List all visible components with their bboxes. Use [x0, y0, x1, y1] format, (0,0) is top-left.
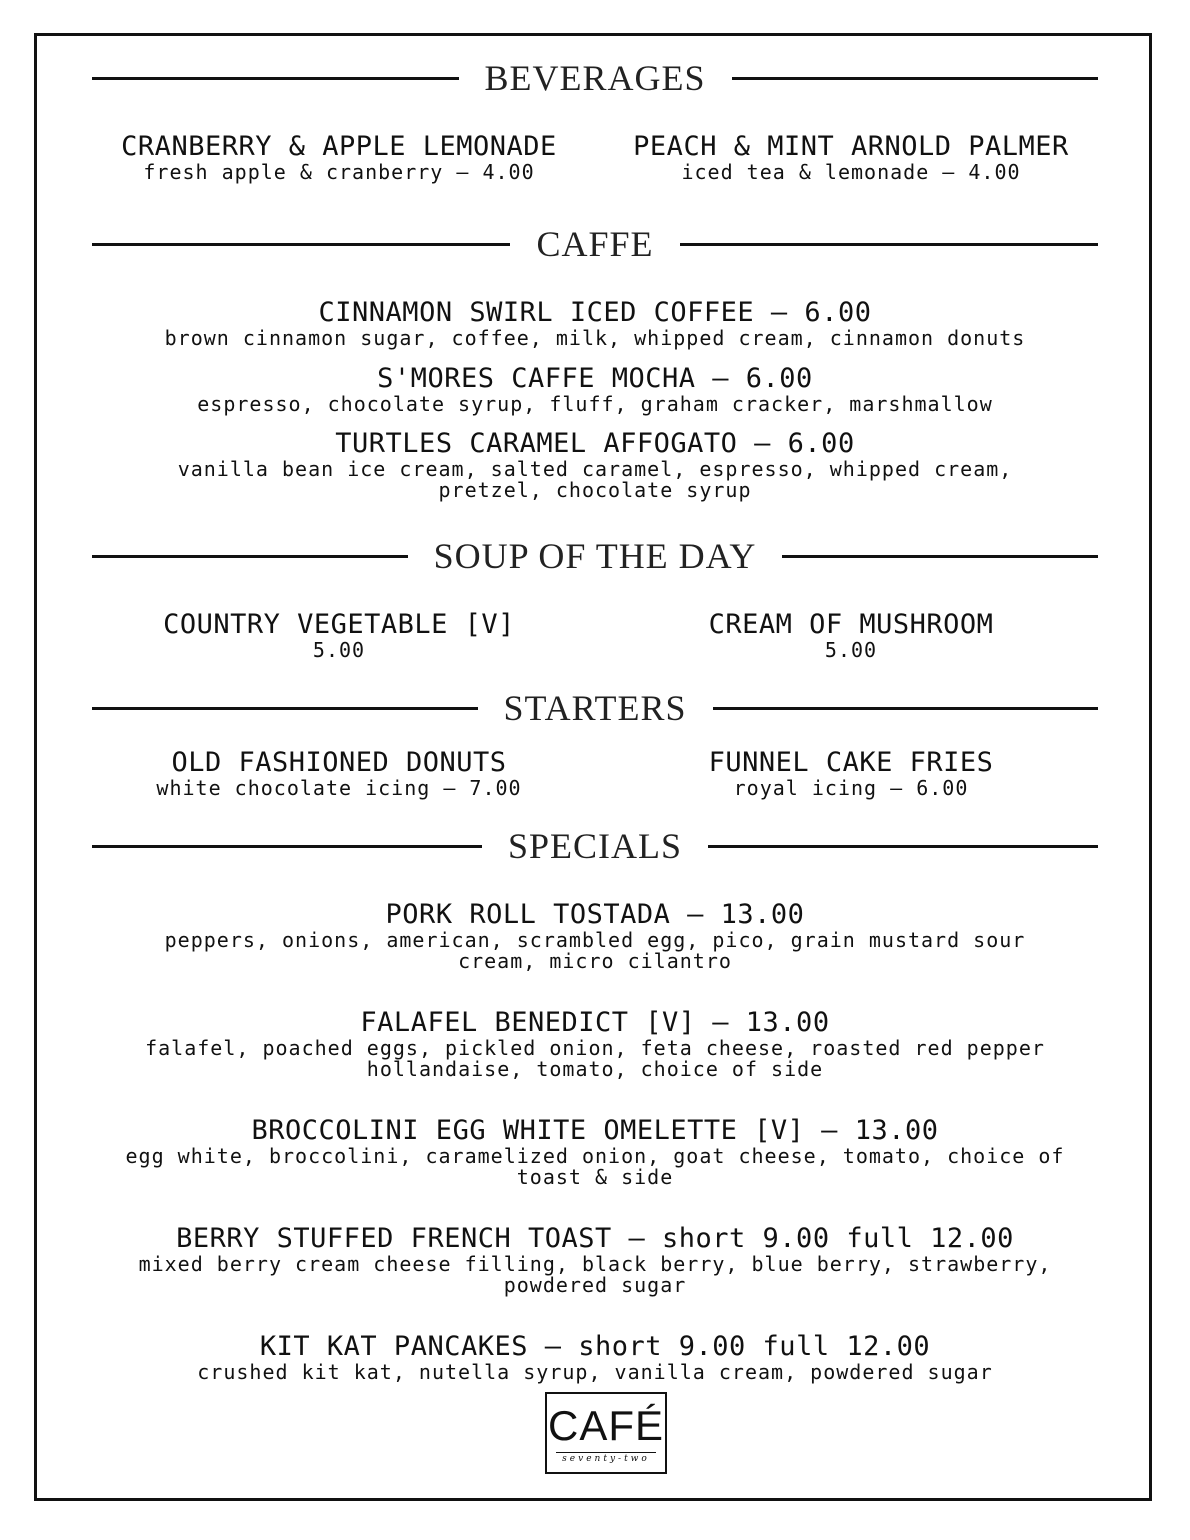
- menu-item-falafel-benedict: [110, 1008, 1080, 1080]
- cafe-logo: [545, 1392, 667, 1474]
- item-description: fresh apple & cranberry – 4.00: [143, 160, 535, 184]
- item-name: PORK ROLL TOSTADA – 13.00: [385, 899, 805, 930]
- item-description: egg white, broccolini, caramelized onion, goat cheese, tomato, choice of toast & side: [125, 1144, 1065, 1189]
- heading-rule-left: [92, 845, 482, 848]
- item-description: falafel, poached eggs, pickled onion, feta cheese, roasted red pepper hollandaise, tomato, choice of side: [145, 1036, 1045, 1081]
- section-heading-beverages: [92, 56, 1098, 100]
- item-description: vanilla bean ice cream, salted caramel, espresso, whipped cream, pretzel, chocolate syrup: [177, 457, 1013, 502]
- section-title-specials: SPECIALS: [507, 826, 683, 866]
- item-name: BERRY STUFFED FRENCH TOAST – short 9.00 full 12.00: [176, 1223, 1014, 1254]
- heading-rule-left: [92, 243, 510, 246]
- item-price: 5.00: [824, 638, 878, 662]
- section-heading-specials: [92, 824, 1098, 868]
- item-description: iced tea & lemonade – 4.00: [681, 160, 1021, 184]
- item-description: mixed berry cream cheese filling, black berry, blue berry, strawberry, powdered sugar: [138, 1252, 1052, 1297]
- item-description: brown cinnamon sugar, coffee, milk, whipped cream, cinnamon donuts: [164, 326, 1026, 350]
- menu-item-smores-caffe-mocha: [92, 364, 1098, 415]
- menu-item-turtles-caramel-affogato: [135, 429, 1055, 501]
- menu-item-broccolini-egg-white-omelette: [110, 1116, 1080, 1188]
- item-description: royal icing – 6.00: [733, 776, 969, 800]
- item-name: CREAM OF MUSHROOM: [708, 609, 994, 640]
- heading-rule-left: [92, 707, 478, 710]
- section-title-starters: STARTERS: [503, 688, 687, 728]
- menu-item-pork-roll-tostada: [130, 900, 1060, 972]
- heading-rule-right: [713, 707, 1099, 710]
- heading-rule-right: [732, 77, 1099, 80]
- section-heading-caffe: [92, 222, 1098, 266]
- menu-item-cranberry-apple-lemonade: [92, 132, 586, 183]
- heading-rule-left: [92, 555, 408, 558]
- item-name: CRANBERRY & APPLE LEMONADE: [121, 131, 557, 162]
- menu-item-country-vegetable: [92, 610, 586, 661]
- heading-rule-right: [782, 555, 1098, 558]
- menu-item-cream-of-mushroom: [604, 610, 1098, 661]
- item-name: CINNAMON SWIRL ICED COFFEE – 6.00: [318, 297, 872, 328]
- menu-item-cinnamon-swirl-iced-coffee: [92, 298, 1098, 349]
- logo-tagline: seventy-two: [562, 1454, 650, 1464]
- section-heading-soup-of-the-day: [92, 534, 1098, 578]
- item-name: COUNTRY VEGETABLE [V]: [163, 609, 515, 640]
- item-price: 5.00: [312, 638, 366, 662]
- heading-rule-left: [92, 77, 459, 80]
- menu-item-peach-mint-arnold-palmer: [604, 132, 1098, 183]
- item-description: peppers, onions, american, scrambled egg, pico, grain mustard sour cream, micro cilantro: [164, 928, 1026, 973]
- item-name: OLD FASHIONED DONUTS: [171, 747, 507, 778]
- item-name: KIT KAT PANCAKES – short 9.00 full 12.00: [259, 1331, 931, 1362]
- section-title-beverages: BEVERAGES: [484, 58, 706, 98]
- menu-item-funnel-cake-fries: [604, 748, 1098, 799]
- heading-rule-right: [680, 243, 1098, 246]
- item-name: TURTLES CARAMEL AFFOGATO – 6.00: [335, 428, 855, 459]
- section-title-caffe: CAFFE: [536, 224, 654, 264]
- item-name: FALAFEL BENEDICT [V] – 13.00: [360, 1007, 830, 1038]
- item-name: PEACH & MINT ARNOLD PALMER: [633, 131, 1069, 162]
- item-name: FUNNEL CAKE FRIES: [708, 747, 994, 778]
- menu-item-old-fashioned-donuts: [92, 748, 586, 799]
- section-title-soup-of-the-day: SOUP OF THE DAY: [433, 536, 757, 576]
- item-name: S'MORES CAFFE MOCHA – 6.00: [377, 363, 813, 394]
- logo-wordmark: CAFÉ: [547, 1402, 664, 1449]
- item-name: BROCCOLINI EGG WHITE OMELETTE [V] – 13.00: [251, 1115, 939, 1146]
- item-description: white chocolate icing – 7.00: [156, 776, 522, 800]
- section-heading-starters: [92, 686, 1098, 730]
- heading-rule-right: [708, 845, 1098, 848]
- item-description: crushed kit kat, nutella syrup, vanilla cream, powdered sugar: [197, 1360, 993, 1384]
- menu-item-kit-kat-pancakes: [92, 1332, 1098, 1383]
- menu-item-berry-stuffed-french-toast: [104, 1224, 1086, 1296]
- item-description: espresso, chocolate syrup, fluff, graham cracker, marshmallow: [197, 392, 993, 416]
